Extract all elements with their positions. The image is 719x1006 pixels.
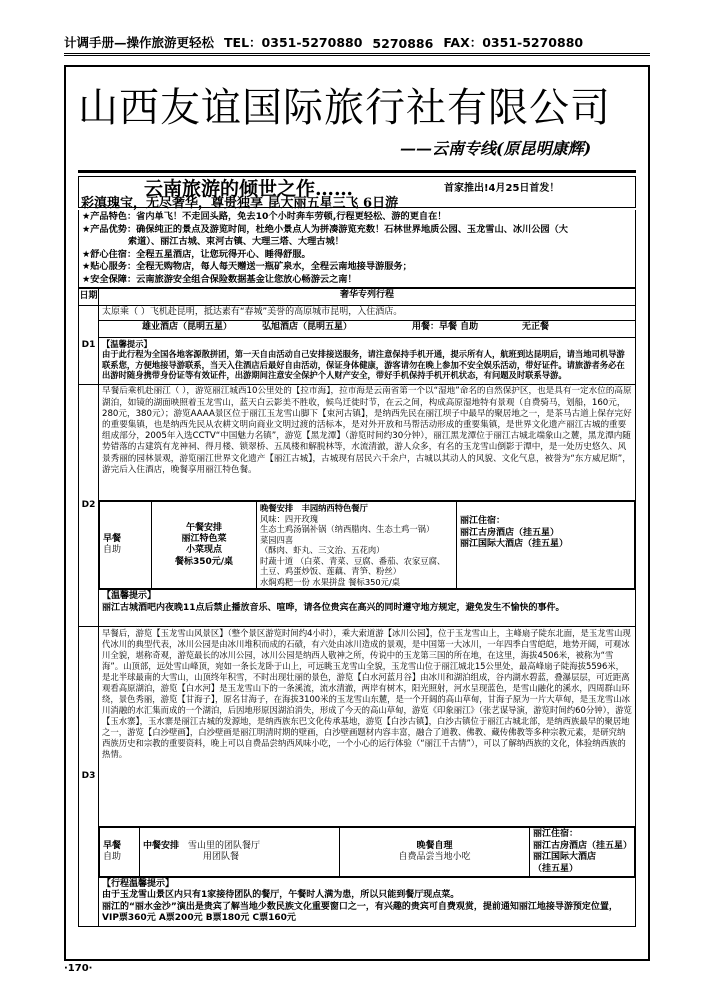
d1-tip-title: 【温馨提示】 bbox=[102, 339, 152, 349]
d3-tip bbox=[99, 878, 636, 927]
route-title: ——云南专线(原昆明康辉) bbox=[400, 139, 592, 158]
d2-dinner-item: 水焖鸡粑一份 水果拼盘 餐标350元/桌 bbox=[260, 576, 401, 587]
day-label-d2: D2 bbox=[79, 385, 99, 627]
d2-lunch-line2: 小菜现点 bbox=[185, 545, 222, 556]
d2-meal-table bbox=[99, 501, 635, 589]
d2-text: 早餐后乘机赴丽江（ ），游览丽江城西10公里处的【拉市海】，拉市海是云南省第一个以“湿地”命名的自然保护区，也是具有一定水位的高原湖泊，如镜的湖面映照着玉龙雪山，蓝天白云影美不胜收，候鸟迁徙时节，在云之间，构成高原湿地特有景观（自费骑马，划船，160元，280元，380元）；游览AAAA景区位于丽江玉龙雪山脚下【束河古镇】，是纳西先民在丽江坝子中最早的聚居地之一，是茶马古道上保存完好的重要集镇，也是纳西先民从农耕文明向商业文明过渡的活标本，是对外开放和马帮活动形成的重要集镇，是世界文化遗产丽江古城的重要组成部分，2005年入选CCTV“中国魅力名镇”，游览【黑龙潭】（游览时间约30分钟），丽江黑龙潭位于丽江古城北端象山之麓，黑龙潭内随势错落的古建筑有龙神祠、得月楼、锁翠桥、五凤楼和解脱林等，水流清澈，游人众多，有名的玉龙雪山倒影于潭中，是一处历史悠久、风景秀丽的园林景观，游览丽江世界文化遗产【丽江古城】，古城现有居民六千余户，古城以其动人的风貌、文化气息，被誉为“东方威尼斯”，游完后入住酒店，晚餐享用丽江特色餐。 bbox=[102, 386, 632, 475]
promo-headline: 云南旅游的倾世之作…… bbox=[144, 178, 354, 200]
promo-subline: 彩滇瑰宝，无尽奢华，尊贵独享 昆大丽五星三飞 6日游 bbox=[81, 196, 399, 211]
d3-meal-cell bbox=[99, 827, 636, 878]
d3-breakfast-type: 自助 bbox=[103, 852, 122, 863]
d2-dinner-name: 丰园纳西特色餐厅 bbox=[301, 503, 368, 514]
d1-hotel2: 弘旭酒店（昆明五星） bbox=[262, 322, 353, 332]
company-name: 山西友谊国际旅行社有限公司 bbox=[78, 85, 611, 131]
d3-tip-line2: 丽江的“丽水金沙”演出是贵宾了解当地少数民族文化重要窗口之一，有兴趣的贵宾可自费观赏，提前通知丽江地接导游预定位置，VIP票360元 A票200元 B票180元 C票160元 bbox=[102, 901, 618, 924]
d3-lunch bbox=[140, 828, 340, 877]
header-itinerary: 奢华专列行程 bbox=[99, 289, 636, 306]
d3-breakfast bbox=[100, 828, 140, 877]
header-day: 日期 bbox=[79, 289, 99, 306]
d2-text-cell bbox=[99, 385, 636, 501]
d2-tip-title: 【温馨提示】 bbox=[102, 591, 157, 602]
d2-tip-row bbox=[79, 590, 636, 627]
d2-hotel bbox=[457, 502, 635, 589]
page-number: ·170· bbox=[64, 963, 93, 974]
d2-lunch bbox=[152, 502, 257, 589]
d2-dinner-item: 生态土鸡汤锅补锅（纳西腊肉、生态土鸡一锅） bbox=[260, 524, 435, 535]
d2-dinner-heading bbox=[260, 503, 453, 514]
d2-hotel1: 丽江古房酒店（挂五星） bbox=[460, 527, 560, 538]
d2-meal-row bbox=[79, 501, 636, 590]
header-fax: FAX：0351-5270880 bbox=[443, 35, 584, 50]
d2-tip-text: 丽江古城酒吧内夜晚11点后禁止播放音乐、喧哗，请各位贵宾在高兴的同时遵守地方规定，避免发生不愉快的事件。 bbox=[102, 602, 565, 613]
d2-hotel2: 丽江国际大酒店（挂五星） bbox=[460, 539, 569, 550]
d2-lunch-title: 午餐安排 bbox=[185, 522, 222, 533]
page-header bbox=[64, 34, 650, 56]
d1-tip-text: 由于此行程为全国各地客源散拼团，第一天自由活动自己安排接送服务，请注意保持手机开通，提示所有人，航班到达昆明后，请当地司机导游联系您，方便地接导游联系，当天入住酒店后最好自由活动，保证身体健康，游客请勿在晚上参加不安全娱乐活动，带好证件。请旅游者务必在出游时随身携带身份证等有效证件，出游期间注意安全保护个人财产安全，带好手机保持手机开机状态，有问题及时联系导游。 bbox=[102, 349, 625, 381]
d2-dinner-item: 菜园四喜 bbox=[260, 534, 294, 545]
d2-tip bbox=[99, 590, 636, 627]
d1-hotel-row bbox=[79, 321, 636, 338]
feature-item: ★舒心住宿：全程五星酒店，让您玩得开心、睡得舒服。 bbox=[82, 248, 311, 260]
d1-hotel1: 雄业酒店（昆明五星） bbox=[142, 322, 233, 332]
feature-item: ★贴心服务：全程无购物店，每人每天赠送一瓶矿泉水，全程云南地接导游服务； bbox=[82, 261, 412, 272]
d2-dinner-item: 时蔬十道 （白菜、青菜、豆腐、番茄、农家豆腐、土豆、鸡蛋炒饭、莲藕、青笋、粉丝） bbox=[260, 555, 446, 577]
day-row-d1 bbox=[79, 306, 636, 321]
feature-item: ★安全保障：云南旅游安全组合保险数据基金让您放心畅游云之南！ bbox=[82, 273, 357, 285]
day-row-d2 bbox=[79, 385, 636, 501]
day-label-d1: D1 bbox=[79, 306, 99, 385]
d2-lunch-line1: 丽江特色菜 bbox=[181, 534, 227, 544]
d3-tip-row bbox=[79, 878, 636, 927]
d3-meal-row bbox=[79, 827, 636, 878]
d2-breakfast-label: 早餐 bbox=[103, 534, 122, 544]
header-tel2: 5270886 bbox=[372, 36, 434, 51]
d2-dinner-title: 晚餐安排 bbox=[260, 503, 294, 514]
d1-tip-row bbox=[79, 338, 636, 385]
promo-launch: 首家推出!4月25日首发！ bbox=[444, 183, 560, 194]
d3-text: 早餐后，游览【玉龙雪山风景区】（整个景区游览时间约4小时），乘大索道游【冰川公园】，位于玉龙雪山上，主峰扇子陡东北面，是玉龙雪山现代冰川的典型代表，冰川公园是由冰川堆积而成的石碛，有六处由冰川造成的景观，是中国第一大冰川，一年四季白雪皑皑，地势开阔，可观冰川全貌，堪称奇观，游览最长的冰川公园，冰川公园是纳西人敬神之所，传说中的玉龙第三国的所在地，在这里，海拔4506米，被称为“雪海”。山顶部，远处雪山峰顶，宛如一条长龙卧于山上，可远眺玉龙雪山全貌，玉龙雪山位于丽江城北15公里处，最高峰扇子陡海拔5596米，是北半球最南的大雪山，山顶终年积雪，不时出现壮丽的景色，游览【白水河蓝月谷】由冰川和湖泊组成，谷内湖水碧蓝，叠瀑层层，可近距离观看高原湖泊，游览【白水河】是玉龙雪山下的一条溪流，流水清澈，两岸有树木，阳光照射，河水呈现蓝色，是雪山融化的溪水，四周群山环绕，景色秀丽，游览【甘海子】，原名甘海子，在海拔3100米的玉龙雪山东麓，是一个开阔的高山草甸，甘海子原为一片大草甸，是玉龙雪山冰川消融的水汇集而成的一个湖泊，后因地形原因湖泊消失，形成了今天的高山草甸，游览《印象丽江》（张艺谋导演，游览时间约60分钟），游览【玉水寨】，玉水寨是丽江古城的发源地，是纳西族东巴文化传承基地，游览【白沙古镇】，白沙古镇位于丽江古城北部，是纳西族最早的聚居地之一，游览【白沙壁画】，白沙壁画是丽江明清时期的壁画，白沙壁画题材内容丰富，融合了道教、佛教、藏传佛教等多种宗教元素，是研究纳西族历史和宗教的重要资料，晚上可以自费品尝纳西风味小吃，一个小心的运行体验（“丽江千古情”），可以了解纳西族的文化，体验纳西族的热情。 bbox=[102, 628, 632, 760]
d2-meal-cell bbox=[99, 501, 636, 590]
d2-dinner-item: 风味：四开玫瑰 bbox=[260, 513, 319, 524]
d3-hotel bbox=[530, 828, 635, 877]
feature-item: ★产品特色：省内单飞！不走回头路，免去10个小时奔车劳顿,行程更轻松、游的更自在！ bbox=[82, 211, 447, 222]
d3-breakfast-label: 早餐 bbox=[103, 840, 122, 851]
d3-meal-table bbox=[99, 827, 635, 877]
day-label-d3: D3 bbox=[79, 627, 99, 926]
d3-text-cell bbox=[99, 627, 636, 827]
d3-lunch-name: 雪山里的团队餐厅 bbox=[188, 840, 261, 851]
d3-lunch-type: 用团队餐 bbox=[203, 852, 240, 863]
feature-item: 索道）、丽江古城、束河古镇、大理三塔、大理古城！ bbox=[82, 236, 344, 247]
d2-hotel-title: 丽江住宿： bbox=[460, 516, 506, 527]
promo-banner bbox=[78, 176, 636, 211]
divider bbox=[78, 170, 636, 173]
d3-dinner-title: 晚餐自理 bbox=[416, 840, 453, 851]
d2-dinner bbox=[257, 502, 457, 589]
d2-dinner-item: （酥肉、虾丸、三文治、五花肉） bbox=[260, 545, 385, 556]
d3-dinner-note: 自费品尝当地小吃 bbox=[398, 852, 471, 863]
d3-dinner bbox=[340, 828, 530, 877]
d3-hotel-title: 丽江住宿： bbox=[533, 829, 579, 840]
table-header bbox=[79, 289, 636, 306]
feature-list bbox=[78, 210, 636, 288]
d3-tip-title: 【行程温馨提示】 bbox=[102, 879, 175, 890]
header-tel: TEL：0351-5270880 bbox=[224, 35, 363, 50]
d3-tip-line1: 由于玉龙雪山景区内只有1家接待团队的餐厅，午餐时人满为患，所以只能到餐厅现点菜。 bbox=[102, 890, 460, 901]
d1-meals: 用餐：早餐 自助 bbox=[412, 322, 479, 332]
d3-lunch-title: 中餐安排 bbox=[143, 840, 180, 851]
d3-hotel3: （挂五星） bbox=[533, 863, 579, 874]
itinerary-table bbox=[78, 288, 636, 927]
d3-hotel2: 丽江国际大酒店 bbox=[533, 852, 597, 863]
d2-breakfast bbox=[100, 502, 152, 589]
d2-lunch-price: 餐标350元/桌 bbox=[174, 556, 234, 567]
feature-item: ★产品优势：确保纯正的景点及游览时间，杜绝小景点人为拼凑游览充数！石林世界地质公园、玉龙雪山、冰川公园（大 bbox=[82, 223, 568, 235]
d2-breakfast-type: 自助 bbox=[103, 545, 122, 556]
header-slogan: 计调手册—操作旅游更轻松 bbox=[64, 35, 215, 50]
day-row-d3 bbox=[79, 627, 636, 827]
d3-hotel1: 丽江古房酒店（挂五星） bbox=[533, 840, 633, 851]
d1-no-meal: 无正餐 bbox=[522, 322, 550, 332]
d1-tip bbox=[99, 338, 636, 385]
d1-text: 太原乘（ ）飞机赴昆明，抵达素有“春城”美誉的高原城市昆明，入住酒店。 bbox=[99, 306, 636, 321]
d1-hotels bbox=[99, 321, 636, 338]
